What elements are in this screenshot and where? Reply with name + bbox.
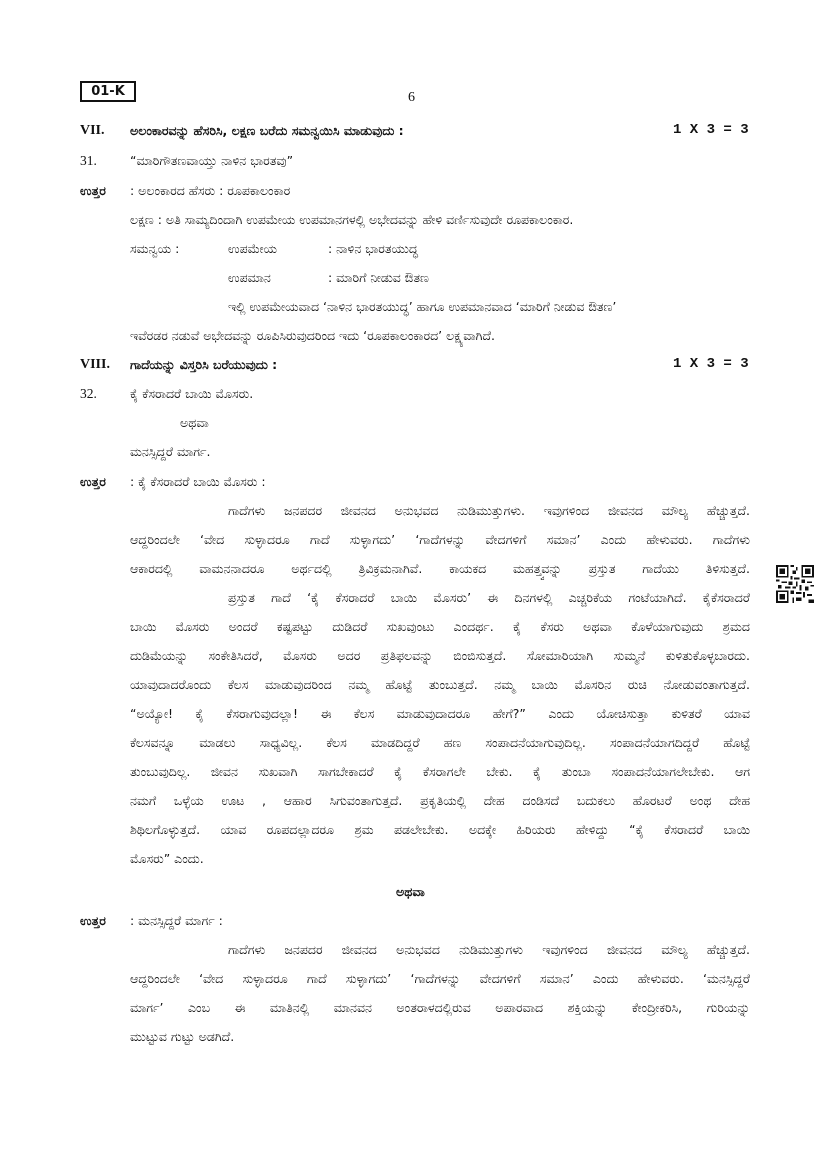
section7-title: ಅಲಂಕಾರವನ್ನು ಹೆಸರಿಸಿ, ಲಕ್ಷಣ ಬರೆದು ಸಮನ್ವಯಿಸಿ ಮಾಡುವುದು : [130,123,404,138]
answer1-line: ಪ್ರಸ್ತುತ ಗಾದೆ ‘ಕೈ ಕೆಸರಾದರೆ ಬಾಯಿ ಮೊಸರು’ ಈ ದಿನಗಳಲ್ಲಿ ಎಚ್ಚರಿಕೆಯ ಗಂಟೆಯಾಗಿದೆ. ಕೈಕೆಸರಾದರೆ [228,590,750,605]
answer1-line: “ಅಯ್ಯೋ! ಕೈ ಕೆಸರಾಗುವುದಲ್ಲಾ! ಈ ಕೆಲಸ ಮಾಡುವುದಾದರೂ ಹೇಗೆ?” ಎಂದು ಯೋಚಿಸುತ್ತಾ ಕುಳಿತರೆ ಯಾವ [130,706,750,721]
answer2-line: ಆದ್ದರಿಂದಲೇ ‘ವೇದ ಸುಳ್ಳಾದರೂ ಗಾದೆ ಸುಳ್ಳಾಗದು’ ‘ಗಾದೆಗಳನ್ನು ವೇದಗಳಿಗೆ ಸಮಾನ’ ಎಂದು ಹೇಳುವರು. ‘ಮನಸ್ಸಿದ್ದರೆ [130,971,750,986]
q32-answer1-label: ಉತ್ತರ [80,474,106,489]
q31-explanation-line2: ಇವೆರಡರ ನಡುವೆ ಅಭೇದವನ್ನು ರೂಪಿಸಿರುವುದರಿಂದ ಇದು ‘ರೂಪಕಾಲಂಕಾರದ’ ಲಕ್ಷ್ಯವಾಗಿದೆ. [130,328,496,343]
answer1-line: ಕೆಲಸವನ್ನೂ ಮಾಡಲು ಸಾಧ್ಯವಿಲ್ಲ. ಕೆಲಸ ಮಾಡದಿದ್ದರೆ ಹಣ ಸಂಪಾದನೆಯಾಗುವುದಿಲ್ಲ. ಸಂಪಾದನೆಯಾಗದಿದ್ದರೆ ಹೊಟ್ಟೆ [130,735,750,750]
answer2-line: ಮಾರ್ಗ’ ಎಂಬ ಈ ಮಾತಿನಲ್ಲಿ ಮಾನವನ ಅಂತರಾಳದಲ್ಲಿರುವ ಅಪಾರವಾದ ಶಕ್ತಿಯನ್ನು ಕೇಂದ್ರೀಕರಿಸಿ, ಗುರಿಯನ್ನು [130,1000,750,1015]
paper-code: 01-K [91,84,125,99]
q31-upameya-label: ಉಪಮೇಯ [228,241,277,256]
answer1-line: ತುಂಬುವುದಿಲ್ಲ. ಜೀವನ ಸುಖವಾಗಿ ಸಾಗಬೇಕಾದರೆ ಕೈ ಕೆಸರಾಗಲೇ ಬೇಕು. ಕೈ ತುಂಬಾ ಸಂಪಾದನೆಯಾಗಲೇಬೇಕು. ಆಗ [130,764,750,779]
q32-answer2-title: : ಮನಸ್ಸಿದ್ದರೆ ಮಾರ್ಗ : [130,913,223,928]
answer2-line: ಮುಟ್ಟುವ ಗುಟ್ಟು ಅಡಗಿದೆ. [130,1029,235,1044]
answer1-line: ನಮಗೆ ಒಳ್ಳೆಯ ಊಟ , ಆಹಾರ ಸಿಗುವಂತಾಗುತ್ತದೆ. ಪ್ರಕೃತಿಯಲ್ಲಿ ದೇಹ ದಂಡಿಸದೆ ಬದುಕಲು ಹೊರಟರೆ ಅಂಥ ದೇಹ [130,793,750,808]
section8-marks: 1 X 3 = 3 [673,356,749,372]
q31-explanation-line1: ಇಲ್ಲಿ ಉಪಮೇಯವಾದ ‘ನಾಳಿನ ಭಾರತಯುದ್ಧ’ ಹಾಗೂ ಉಪಮಾನವಾದ ‘ಮಾರಿಗೆ ನೀಡುವ ಔತಣ’ [228,299,617,314]
section7-roman: VII. [80,123,105,138]
answer2-line: ಗಾದೆಗಳು ಜನಪದರ ಜೀವನದ ಅನುಭವದ ನುಡಿಮುತ್ತುಗಳು ಇವುಗಳಿಂದ ಜೀವನದ ಮೌಲ್ಯ ಹೆಚ್ಚುತ್ತದೆ. [228,942,750,957]
q31-samanvaya-label: ಸಮನ್ವಯ : [130,241,180,256]
answer1-line: ಯಾವುದಾದರೊಂದು ಕೆಲಸ ಮಾಡುವುದರಿಂದ ನಮ್ಮ ಹೊಟ್ಟೆ ತುಂಬುತ್ತದೆ. ನಮ್ಮ ಬಾಯಿ ಮೊಸರಿನ ರುಚಿ ನೋಡುವಂತಾಗುತ್ತದೆ. [130,677,750,692]
q32-or: ಅಥವಾ [180,415,209,430]
q32-option1: ಕೈ ಕೆಸರಾದರೆ ಬಾಯಿ ಮೊಸರು. [130,386,254,401]
answer1-line: ಶಿಥಿಲಗೊಳ್ಳುತ್ತದೆ. ಯಾವ ರೂಪದಲ್ಲಾದರೂ ಶ್ರಮ ಪಡಲೇಬೇಕು. ಅದಕ್ಕೇ ಹಿರಿಯರು ಹೇಳಿದ್ದು “ಕೈ ಕೆಸರಾದರೆ ಬಾಯಿ [130,822,750,837]
section8-title: ಗಾದೆಯನ್ನು ವಿಸ್ತರಿಸಿ ಬರೆಯುವುದು : [130,357,278,372]
answer1-line: ಆಕಾರದಲ್ಲಿ ವಾಮನನಾದರೂ ಅರ್ಥದಲ್ಲಿ ತ್ರಿವಿಕ್ರಮನಾಗಿವೆ. ಕಾಯಕದ ಮಹತ್ತ್ವವನ್ನು ಪ್ರಸ್ತುತ ಗಾದೆಯು ತಿಳಿಸುತ್ತದೆ. [130,561,750,576]
q32-answer1-title: : ಕೈ ಕೆಸರಾದರೆ ಬಾಯಿ ಮೊಸರು : [130,474,266,489]
q32-option2: ಮನಸ್ಸಿದ್ದರೆ ಮಾರ್ಗ. [130,444,211,459]
answer1-line: ಗಾದೆಗಳು ಜನಪದರ ಜೀವನದ ಅನುಭವದ ನುಡಿಮುತ್ತುಗಳು. ಇವುಗಳಿಂದ ಜೀವನದ ಮೌಲ್ಯ ಹೆಚ್ಚುತ್ತದೆ. [228,503,750,518]
answer1-line: ದುಡಿಮೆಯನ್ನು ಸಂಕೇತಿಸಿದರೆ, ಮೊಸರು ಅದರ ಪ್ರತಿಫಲವನ್ನು ಬಿಂಬಿಸುತ್ತದೆ. ಸೋಮಾರಿಯಾಗಿ ಸುಮ್ಮನೆ ಕುಳಿತುಕೊಳ್ಳಬಾರದು. [130,648,750,663]
paper-code-box [80,81,136,102]
section7-marks: 1 X 3 = 3 [673,122,749,138]
q32-answer2-label: ಉತ್ತರ [80,913,106,928]
answer1-line: ಬಾಯಿ ಮೊಸರು ಅಂದರೆ ಕಷ್ಟಪಟ್ಟು ದುಡಿದರೆ ಸುಖವುಂಟು ಎಂದರ್ಥ. ಕೈ ಕೆಸರು ಅಥವಾ ಕೊಳೆಯಾಗುವುದು ಶ್ರಮದ [130,619,750,634]
q31-upameya-value: : ನಾಳಿನ ಭಾರತಯುದ್ಧ [328,241,418,256]
page-number: 6 [408,90,415,105]
section8-roman: VIII. [80,357,110,372]
q31-number: 31. [80,153,97,168]
q32-number: 32. [80,386,97,401]
answer1-line: ಮೊಸರು” ಎಂದು. [130,851,204,866]
answer-or-divider: ಅಥವಾ [396,884,425,899]
qr-code-icon[interactable] [776,565,814,603]
q31-definition: ಲಕ್ಷಣ : ಅತಿ ಸಾಮ್ಯದಿಂದಾಗಿ ಉಪಮೇಯ ಉಪಮಾನಗಳಲ್ಲಿ ಅಭೇದವನ್ನು ಹೇಳಿ ವರ್ಣಿಸುವುದೇ ರೂಪಕಾಲಂಕಾರ. [130,212,574,227]
answer1-line: ಆದ್ದರಿಂದಲೇ ‘ವೇದ ಸುಳ್ಳಾದರೂ ಗಾದೆ ಸುಳ್ಳಾಗದು’ ‘ಗಾದೆಗಳನ್ನು ವೇದಗಳಿಗೆ ಸಮಾನ’ ಎಂದು ಹೇಳುವರು. ಗಾದೆಗಳು [130,532,750,547]
q31-upamana-label: ಉಪಮಾನ [228,270,271,285]
q31-figure-name: : ಅಲಂಕಾರದ ಹೆಸರು : ರೂಪಕಾಲಂಕಾರ [130,183,291,198]
q31-text: “ಮಾರಿಗೌತಣವಾಯ್ತು ನಾಳಿನ ಭಾರತವು” [130,153,294,168]
q31-answer-label: ಉತ್ತರ [80,183,106,198]
q31-upamana-value: : ಮಾರಿಗೆ ನೀಡುವ ಔತಣ [328,270,429,285]
